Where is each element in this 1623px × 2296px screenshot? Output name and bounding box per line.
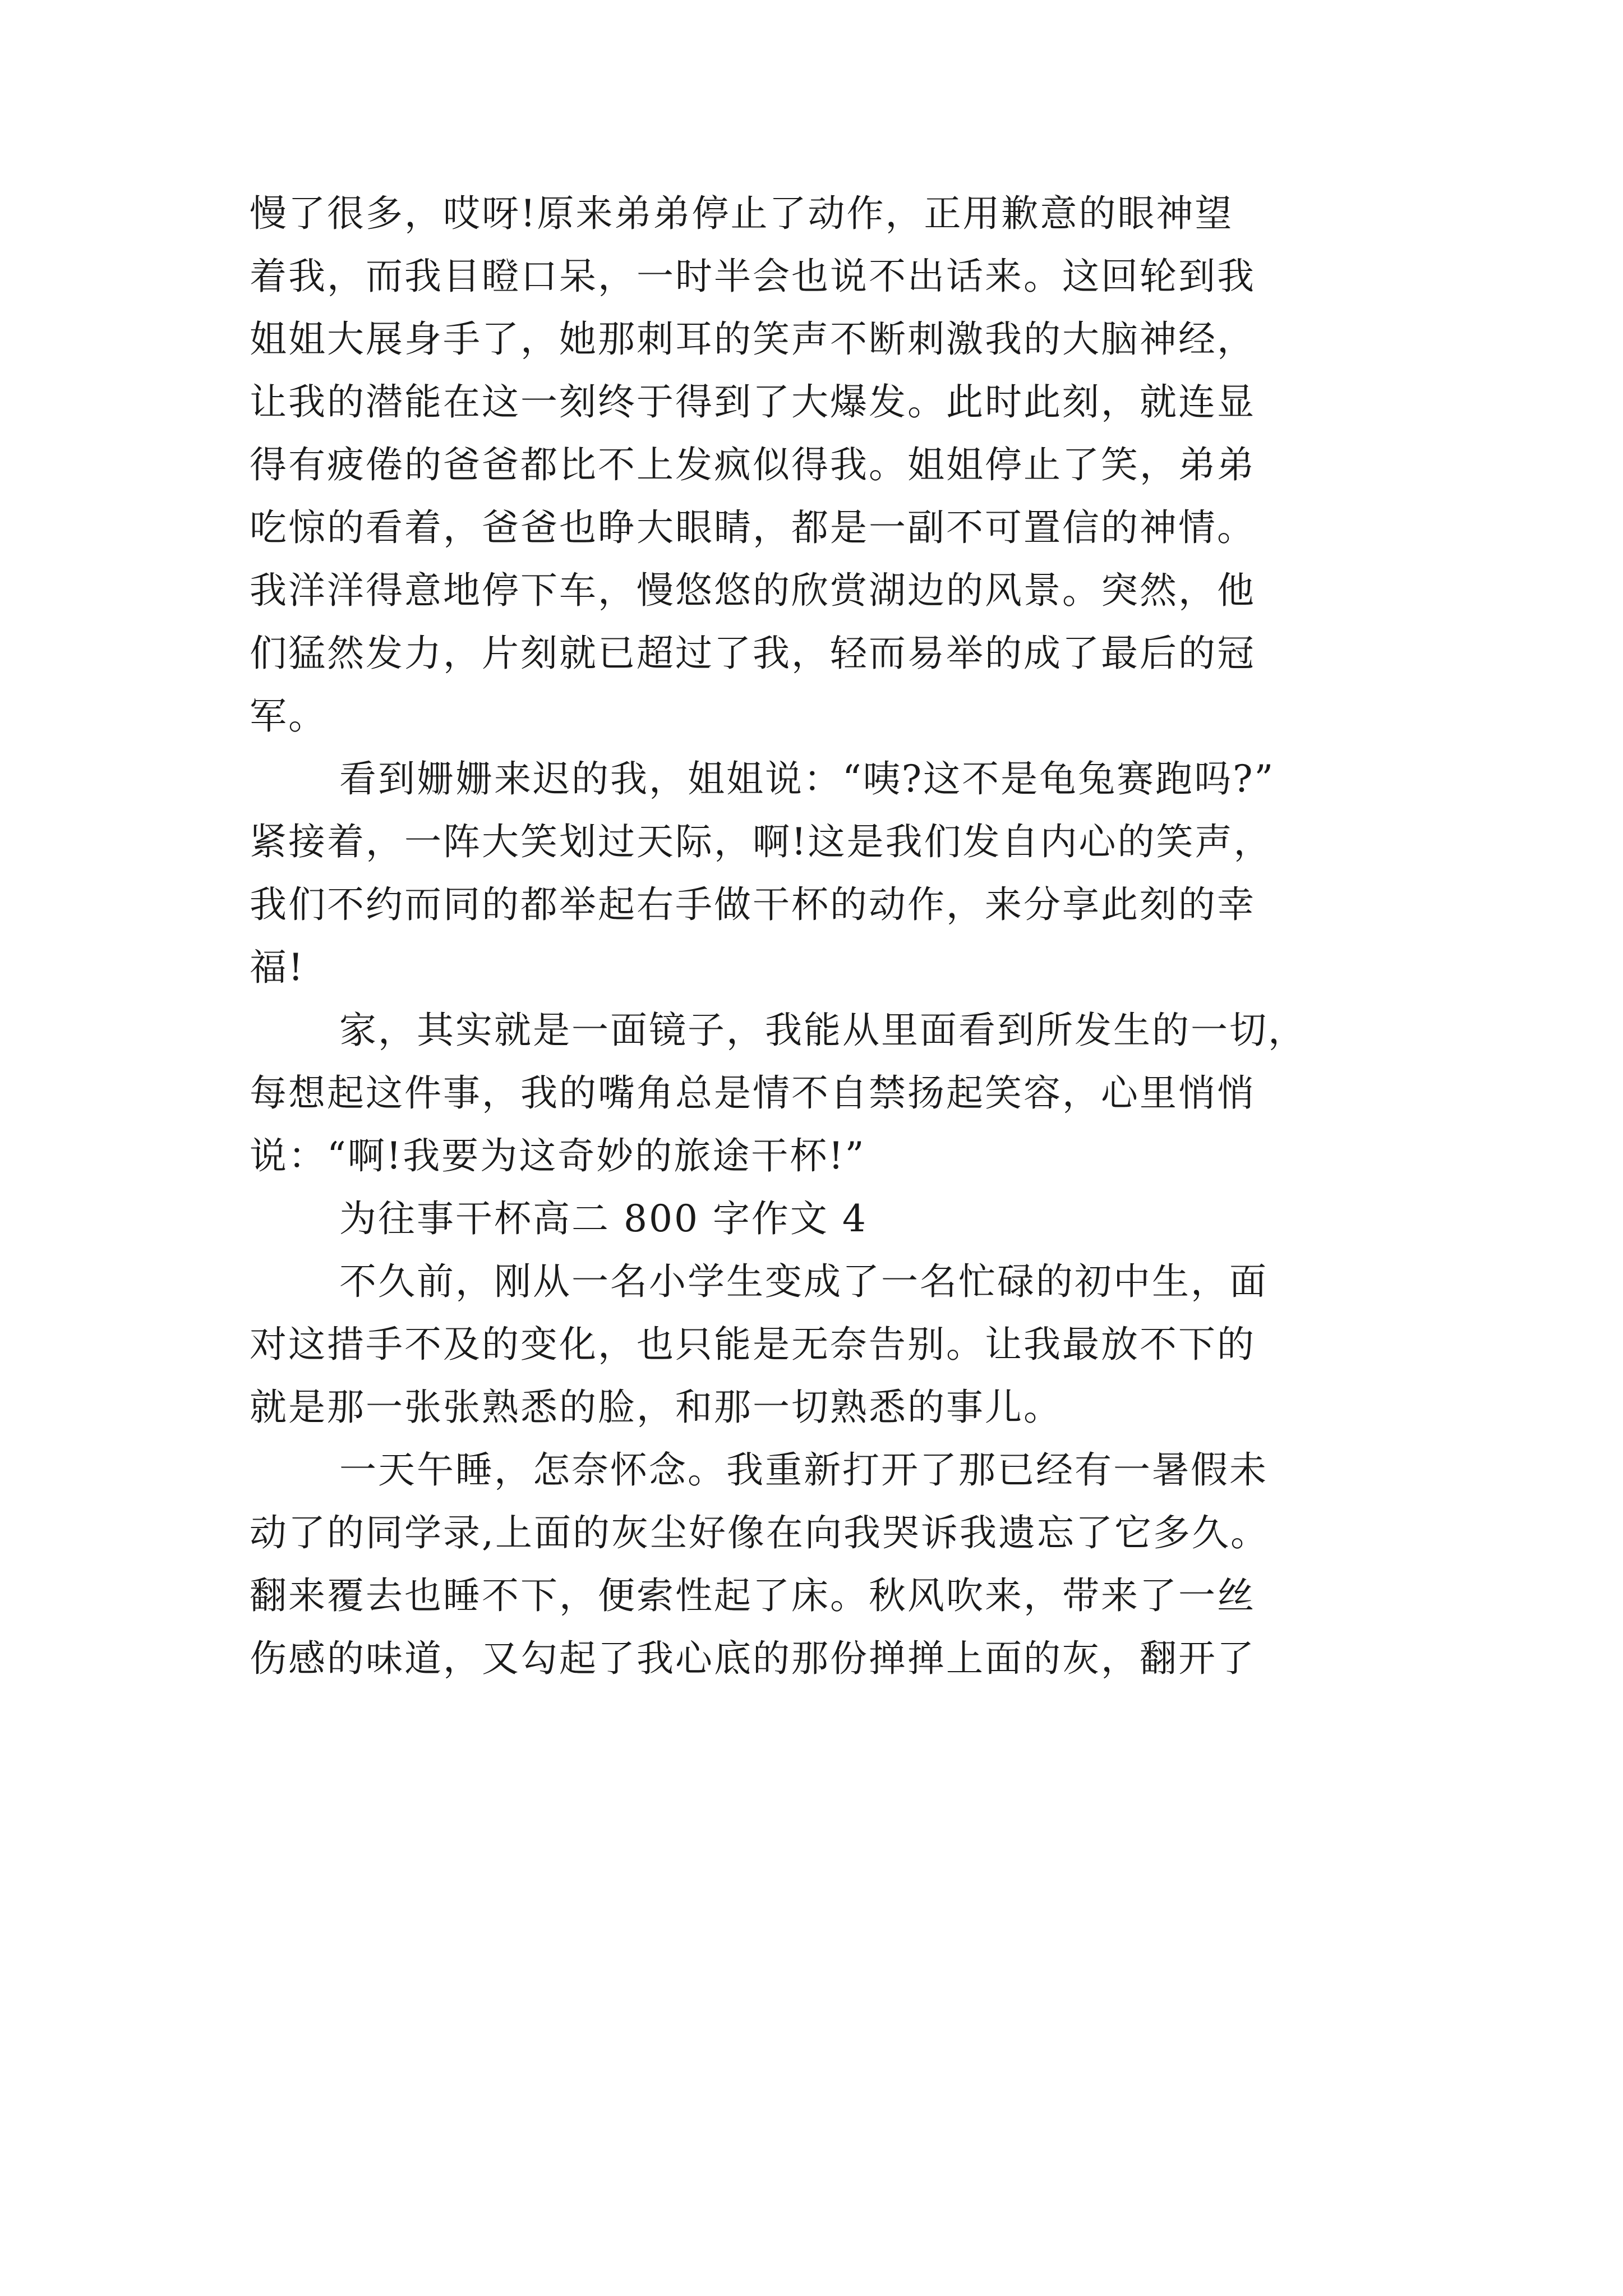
text-line: 们猛然发力，片刻就已超过了我，轻而易举的成了最后的冠 bbox=[250, 632, 1256, 675]
paragraph-first-line: 不久前，刚从一名小学生变成了一名忙碌的初中生，面 bbox=[339, 1260, 1268, 1303]
text-line: 紧接着，一阵大笑划过天际，啊!这是我们发自内心的笑声， bbox=[250, 820, 1272, 863]
text-line: 姐姐大展身手了，她那刺耳的笑声不断刺激我的大脑神经， bbox=[250, 318, 1256, 361]
text-line: 说：“啊!我要为这奇妙的旅途干杯!” bbox=[250, 1134, 866, 1177]
paragraph-first-line: 看到姗姗来迟的我，姐姐说：“咦?这不是龟兔赛跑吗?” bbox=[339, 757, 1275, 800]
text-line: 让我的潜能在这一刻终于得到了大爆发。此时此刻，就连显 bbox=[250, 380, 1256, 424]
section-heading: 为往事干杯高二 800 字作文 4 bbox=[339, 1197, 868, 1240]
text-line: 动了的同学录,上面的灰尘好像在向我哭诉我遗忘了它多久。 bbox=[250, 1511, 1269, 1554]
paragraph-first-line: 家，其实就是一面镜子，我能从里面看到所发生的一切， bbox=[339, 1009, 1307, 1052]
text-line: 对这措手不及的变化，也只能是无奈告别。让我最放不下的 bbox=[250, 1323, 1256, 1366]
text-line: 军。 bbox=[250, 694, 327, 738]
text-line: 翻来覆去也睡不下，便索性起了床。秋风吹来，带来了一丝 bbox=[250, 1574, 1256, 1617]
body-text bbox=[250, 182, 1394, 1690]
text-line: 福! bbox=[250, 946, 305, 989]
text-line: 每想起这件事，我的嘴角总是情不自禁扬起笑容，心里悄悄 bbox=[250, 1071, 1256, 1115]
paragraph-first-line: 一天午睡，怎奈怀念。我重新打开了那已经有一暑假未 bbox=[339, 1448, 1268, 1492]
text-line: 吃惊的看着，爸爸也睁大眼睛，都是一副不可置信的神情。 bbox=[250, 506, 1256, 549]
text-line: 慢了很多，哎呀!原来弟弟停止了动作，正用歉意的眼神望 bbox=[250, 192, 1234, 235]
text-line: 就是那一张张熟悉的脸，和那一切熟悉的事儿。 bbox=[250, 1386, 1062, 1429]
text-line: 伤感的味道，又勾起了我心底的那份掸掸上面的灰，翻开了 bbox=[250, 1637, 1256, 1680]
text-line: 得有疲倦的爸爸都比不上发疯似得我。姐姐停止了笑，弟弟 bbox=[250, 443, 1256, 486]
text-line: 着我，而我目瞪口呆，一时半会也说不出话来。这回轮到我 bbox=[250, 255, 1256, 298]
text-line: 我们不约而同的都举起右手做干杯的动作，来分享此刻的幸 bbox=[250, 883, 1256, 926]
text-line: 我洋洋得意地停下车，慢悠悠的欣赏湖边的风景。突然，他 bbox=[250, 569, 1256, 612]
